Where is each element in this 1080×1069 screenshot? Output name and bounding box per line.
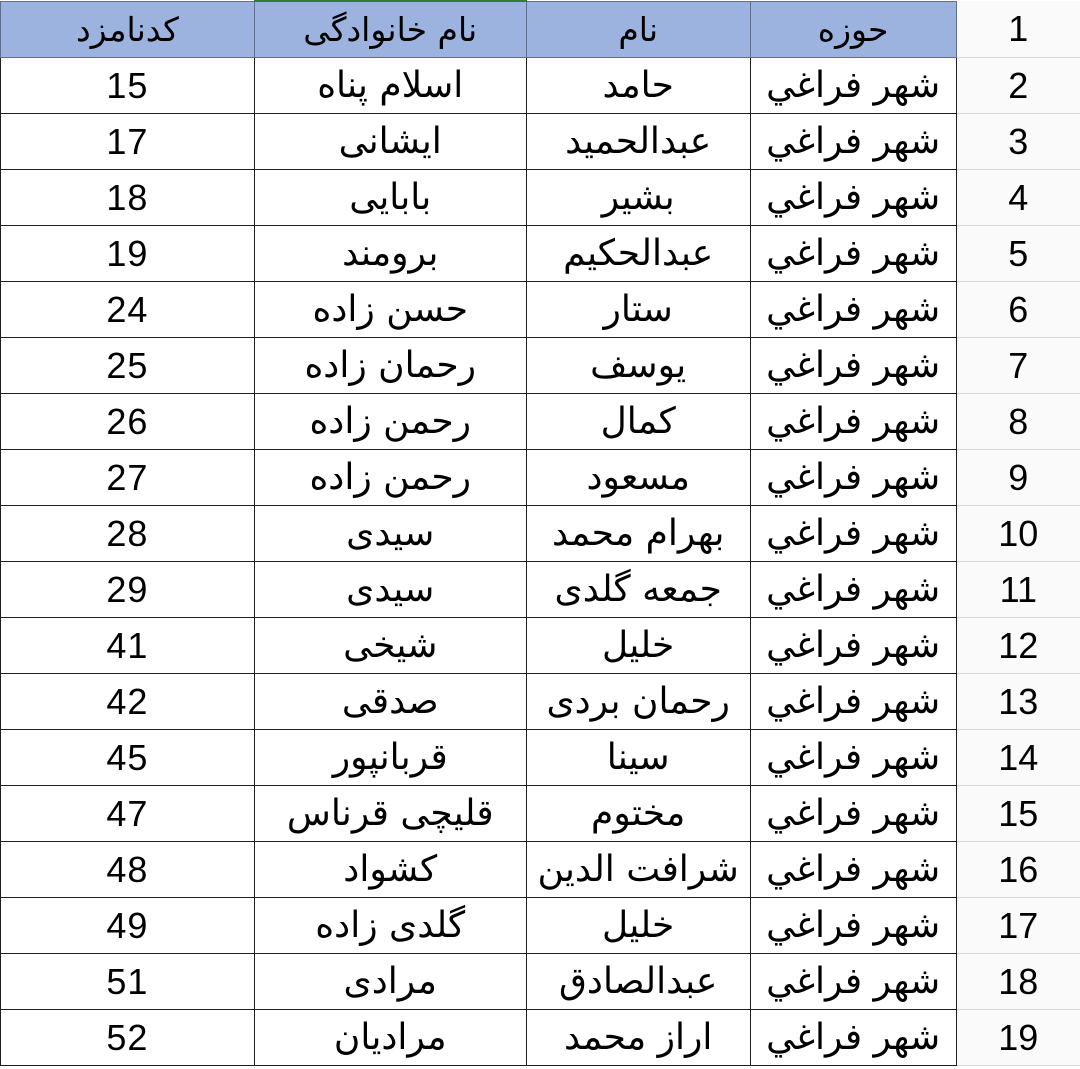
row-header[interactable]: 4 xyxy=(956,170,1080,226)
cell-area[interactable]: شهر فراغي xyxy=(750,338,956,394)
cell-name[interactable]: خلیل xyxy=(526,898,750,954)
cell-family[interactable]: قربانپور xyxy=(254,730,526,786)
table-row xyxy=(1,58,1080,114)
row-header[interactable]: 8 xyxy=(956,394,1080,450)
row-header[interactable]: 1 xyxy=(956,1,1080,58)
table-row xyxy=(1,506,1080,562)
table-row xyxy=(1,618,1080,674)
cell-area[interactable]: شهر فراغي xyxy=(750,1010,956,1066)
cell-area[interactable]: شهر فراغي xyxy=(750,618,956,674)
cell-family[interactable]: حسن زاده xyxy=(254,282,526,338)
cell-code[interactable]: 47 xyxy=(1,786,255,842)
table-row xyxy=(1,730,1080,786)
cell-area[interactable]: شهر فراغي xyxy=(750,394,956,450)
cell-code[interactable]: 51 xyxy=(1,954,255,1010)
cell-family[interactable]: مرادیان xyxy=(254,1010,526,1066)
row-header[interactable]: 13 xyxy=(956,674,1080,730)
header-row xyxy=(1,1,1080,58)
cell-name[interactable]: سینا xyxy=(526,730,750,786)
table-row xyxy=(1,954,1080,1010)
row-header[interactable]: 12 xyxy=(956,618,1080,674)
cell-code[interactable]: 15 xyxy=(1,58,255,114)
cell-family[interactable]: برومند xyxy=(254,226,526,282)
cell-family[interactable]: صدقی xyxy=(254,674,526,730)
cell-code[interactable]: 48 xyxy=(1,842,255,898)
cell-family[interactable]: شیخی xyxy=(254,618,526,674)
cell-area[interactable]: شهر فراغي xyxy=(750,114,956,170)
cell-area[interactable]: شهر فراغي xyxy=(750,282,956,338)
cell-family[interactable]: اسلام پناه xyxy=(254,58,526,114)
table-row xyxy=(1,338,1080,394)
cell-name[interactable]: کمال xyxy=(526,394,750,450)
cell-area[interactable]: شهر فراغي xyxy=(750,898,956,954)
cell-name[interactable]: حامد xyxy=(526,58,750,114)
cell-name[interactable]: یوسف xyxy=(526,338,750,394)
header-cell-area[interactable]: حوزه xyxy=(750,1,956,58)
cell-code[interactable]: 25 xyxy=(1,338,255,394)
table-row xyxy=(1,282,1080,338)
cell-area[interactable]: شهر فراغي xyxy=(750,506,956,562)
cell-area[interactable]: شهر فراغي xyxy=(750,842,956,898)
table-row xyxy=(1,226,1080,282)
cell-code[interactable]: 45 xyxy=(1,730,255,786)
table-row xyxy=(1,786,1080,842)
header-cell-code[interactable]: کدنامزد xyxy=(1,1,255,58)
cell-name[interactable]: اراز محمد xyxy=(526,1010,750,1066)
header-cell-family[interactable]: نام خانوادگی xyxy=(254,1,526,58)
table-row xyxy=(1,842,1080,898)
cell-name[interactable]: عبدالحمید xyxy=(526,114,750,170)
cell-code[interactable]: 27 xyxy=(1,450,255,506)
cell-family[interactable]: گلدی زاده xyxy=(254,898,526,954)
cell-family[interactable]: رحمان زاده xyxy=(254,338,526,394)
cell-code[interactable]: 28 xyxy=(1,506,255,562)
cell-name[interactable]: عبدالحکیم xyxy=(526,226,750,282)
row-header[interactable]: 7 xyxy=(956,338,1080,394)
cell-name[interactable]: جمعه گلدی xyxy=(526,562,750,618)
table-row xyxy=(1,562,1080,618)
cell-code[interactable]: 18 xyxy=(1,170,255,226)
cell-family[interactable]: سیدی xyxy=(254,506,526,562)
row-header[interactable]: 15 xyxy=(956,786,1080,842)
row-header[interactable]: 3 xyxy=(956,114,1080,170)
cell-name[interactable]: مسعود xyxy=(526,450,750,506)
cell-area[interactable]: شهر فراغي xyxy=(750,450,956,506)
cell-area[interactable]: شهر فراغي xyxy=(750,730,956,786)
cell-area[interactable]: شهر فراغي xyxy=(750,786,956,842)
cell-code[interactable]: 26 xyxy=(1,394,255,450)
cell-name[interactable]: مختوم xyxy=(526,786,750,842)
table-row xyxy=(1,114,1080,170)
row-header[interactable]: 10 xyxy=(956,506,1080,562)
cell-area[interactable]: شهر فراغي xyxy=(750,954,956,1010)
cell-family[interactable]: سیدی xyxy=(254,562,526,618)
cell-name[interactable]: ستار xyxy=(526,282,750,338)
cell-name[interactable]: رحمان بردی xyxy=(526,674,750,730)
cell-code[interactable]: 24 xyxy=(1,282,255,338)
grid-body xyxy=(1,1,1080,1066)
header-cell-name[interactable]: نام xyxy=(526,1,750,58)
cell-code[interactable]: 17 xyxy=(1,114,255,170)
cell-family[interactable]: ایشانی xyxy=(254,114,526,170)
table-row xyxy=(1,450,1080,506)
row-header[interactable]: 6 xyxy=(956,282,1080,338)
cell-code[interactable]: 42 xyxy=(1,674,255,730)
row-header[interactable]: 11 xyxy=(956,562,1080,618)
cell-area[interactable]: شهر فراغي xyxy=(750,170,956,226)
row-header[interactable]: 16 xyxy=(956,842,1080,898)
cell-name[interactable]: بشیر xyxy=(526,170,750,226)
cell-area[interactable]: شهر فراغي xyxy=(750,226,956,282)
row-header[interactable]: 18 xyxy=(956,954,1080,1010)
cell-family[interactable]: بابایی xyxy=(254,170,526,226)
cell-area[interactable]: شهر فراغي xyxy=(750,58,956,114)
cell-family[interactable]: قلیچی قرناس xyxy=(254,786,526,842)
cell-family[interactable]: مرادی xyxy=(254,954,526,1010)
cell-code[interactable]: 19 xyxy=(1,226,255,282)
cell-code[interactable]: 49 xyxy=(1,898,255,954)
table-row xyxy=(1,394,1080,450)
cell-name[interactable]: عبدالصادق xyxy=(526,954,750,1010)
table-row xyxy=(1,1010,1080,1066)
table-row xyxy=(1,170,1080,226)
cell-name[interactable]: شرافت الدین xyxy=(526,842,750,898)
row-header[interactable]: 9 xyxy=(956,450,1080,506)
cell-name[interactable]: خلیل xyxy=(526,618,750,674)
row-header[interactable]: 2 xyxy=(956,58,1080,114)
row-header[interactable]: 17 xyxy=(956,898,1080,954)
cell-area[interactable]: شهر فراغي xyxy=(750,674,956,730)
row-header[interactable]: 14 xyxy=(956,730,1080,786)
cell-name[interactable]: بهرام محمد xyxy=(526,506,750,562)
cell-code[interactable]: 41 xyxy=(1,618,255,674)
row-header[interactable]: 19 xyxy=(956,1010,1080,1066)
row-header[interactable]: 5 xyxy=(956,226,1080,282)
table-row xyxy=(1,674,1080,730)
cell-code[interactable]: 29 xyxy=(1,562,255,618)
cell-family[interactable]: رحمن زاده xyxy=(254,450,526,506)
cell-family[interactable]: رحمن زاده xyxy=(254,394,526,450)
table-row xyxy=(1,898,1080,954)
cell-family[interactable]: کشواد xyxy=(254,842,526,898)
cell-code[interactable]: 52 xyxy=(1,1010,255,1066)
cell-area[interactable]: شهر فراغي xyxy=(750,562,956,618)
